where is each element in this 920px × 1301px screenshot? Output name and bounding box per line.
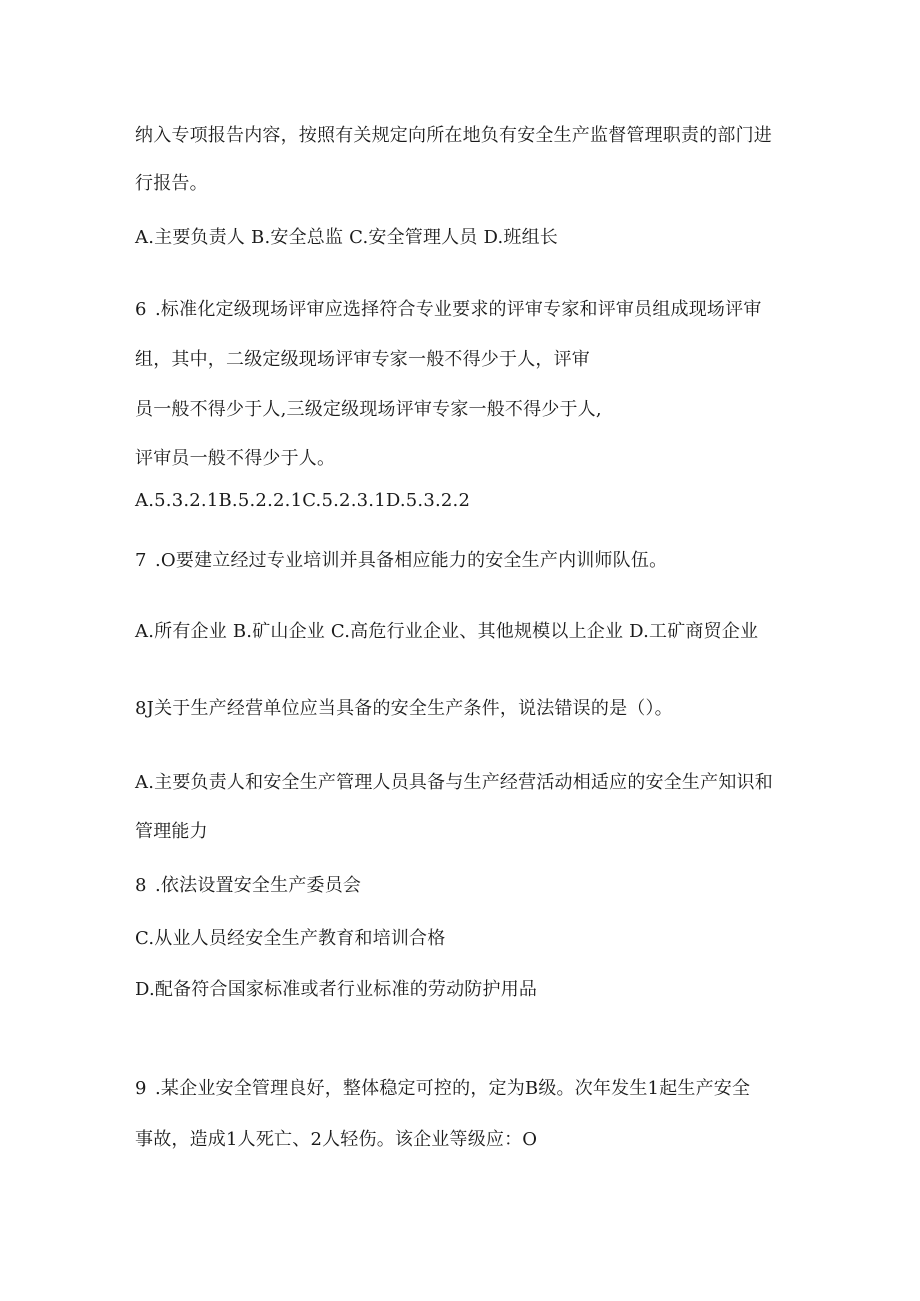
question-text: .标准化定级现场评审应选择符合专业要求的评审专家和评审员组成现场评审 (155, 299, 762, 320)
text-line: 事故，造成1人死亡、2人轻伤。该企业等级应：O (135, 1129, 538, 1150)
text-line: 管理能力 (135, 821, 208, 842)
question-9 (135, 1077, 750, 1101)
question-number: 9 (135, 1078, 147, 1099)
option-line: A.所有企业 B.矿山企业 C.高危行业企业、其他规模以上企业 D.工矿商贸企业 (135, 621, 759, 642)
option-line: A.主要负责人和安全生产管理人员具备与生产经营活动相适应的安全生产知识和 (135, 772, 773, 793)
question-8: 8J关于生产经营单位应当具备的安全生产条件，说法错误的是（）。 (135, 698, 673, 719)
text-line: 纳入专项报告内容，按照有关规定向所在地负有安全生产监督管理职责的部门进 (135, 125, 772, 146)
text-line: 行报告。 (135, 173, 208, 194)
question-number: 6 (135, 299, 147, 320)
question-6 (135, 298, 762, 322)
question-text: .某企业安全管理良好，整体稳定可控的，定为B级。次年发生1起生产安全 (155, 1078, 751, 1099)
text-line: 员一般不得少于人,三级定级现场评审专家一般不得少于人, (135, 399, 602, 420)
item-text: .依法设置安全生产委员会 (155, 875, 362, 896)
question-7 (135, 549, 667, 573)
item-number: 8 (135, 875, 147, 896)
option-line: A.5.3.2.1B.5.2.2.1C.5.2.3.1D.5.3.2.2 (135, 490, 471, 511)
text-line: 组，其中，二级定级现场评审专家一般不得少于人，评审 (135, 349, 590, 370)
option-line: C.从业人员经安全生产教育和培训合格 (135, 928, 446, 949)
option-line: A.主要负责人 B.安全总监 C.安全管理人员 D.班组长 (135, 227, 558, 248)
option-line-b (135, 874, 361, 898)
question-text: .O要建立经过专业培训并具备相应能力的安全生产内训师队伍。 (155, 550, 668, 571)
question-number: 7 (135, 550, 147, 571)
option-line: D.配备符合国家标准或者行业标准的劳动防护用品 (135, 979, 538, 1000)
text-line: 评审员一般不得少于人。 (135, 448, 336, 469)
